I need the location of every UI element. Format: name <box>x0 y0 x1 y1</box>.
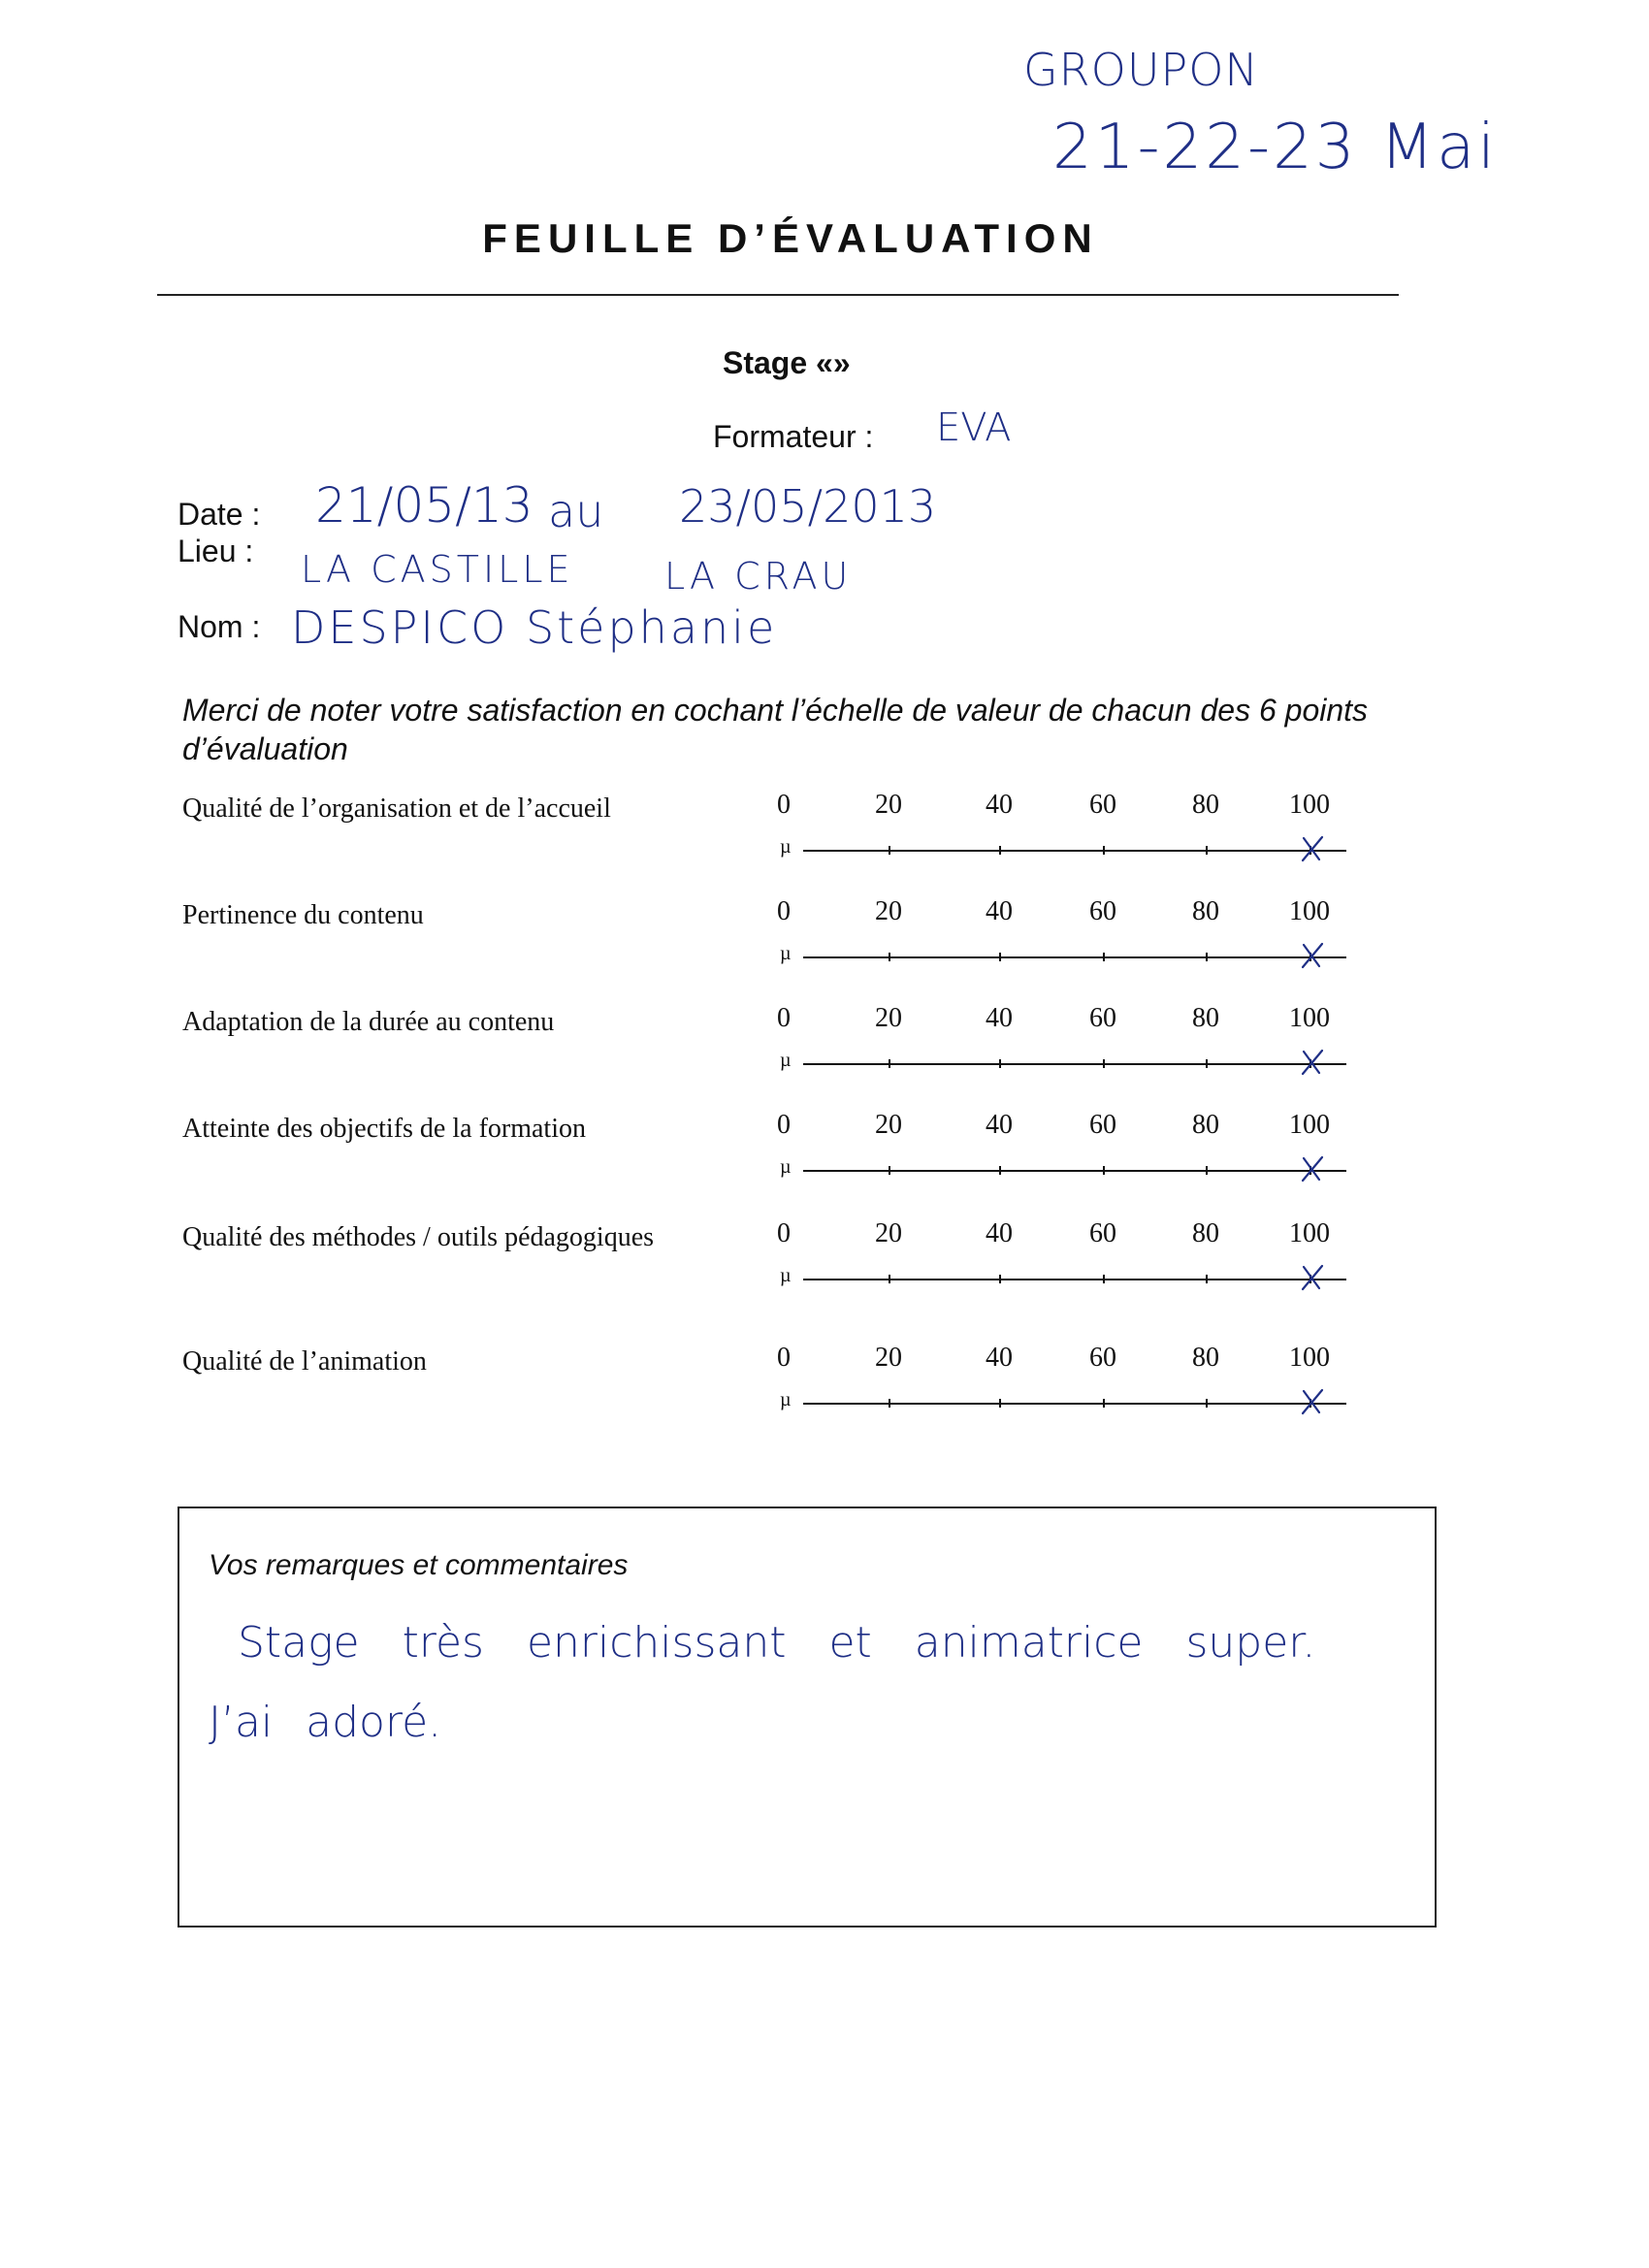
scale-tick <box>999 953 1001 961</box>
rating-mark-x-icon[interactable] <box>1298 1263 1327 1292</box>
criterion-label: Atteinte des objectifs de la formation <box>182 1114 586 1144</box>
scale-tick <box>999 846 1001 855</box>
scale-tick <box>889 1275 890 1283</box>
scale-tick-label: 40 <box>986 1003 1013 1033</box>
scale-tick-label: 80 <box>1192 1343 1219 1373</box>
page-title: FEUILLE D’ÉVALUATION <box>482 215 1099 261</box>
scale-tick <box>1103 953 1105 961</box>
scale-tick-label: 60 <box>1089 1110 1116 1140</box>
comment-line-2[interactable]: J’ai adoré. <box>209 1698 442 1747</box>
scale-tick-label: 80 <box>1192 896 1219 926</box>
handwritten-company-note: GROUPON <box>1023 44 1259 96</box>
scale-tick-label: 20 <box>875 1218 902 1248</box>
scale-tick <box>999 1399 1001 1408</box>
rating-scale-line[interactable] <box>803 1279 1346 1280</box>
scale-tick-label: 100 <box>1289 1003 1330 1033</box>
formateur-label: Formateur : <box>713 419 874 454</box>
rating-mark-x-icon[interactable] <box>1298 834 1327 863</box>
scale-tick-label: 100 <box>1289 896 1330 926</box>
scale-tick-label: 100 <box>1289 1110 1330 1140</box>
scale-origin-symbol: µ <box>780 943 792 964</box>
scale-tick-label: 60 <box>1089 790 1116 820</box>
scale-tick <box>1206 1166 1208 1175</box>
scale-tick-label: 20 <box>875 1343 902 1373</box>
lieu-value-town[interactable]: LA CRAU <box>664 555 853 598</box>
formateur-value[interactable]: EVA <box>936 405 1012 450</box>
scale-tick <box>999 1059 1001 1068</box>
scale-tick-label: 60 <box>1089 1003 1116 1033</box>
scale-origin-symbol: µ <box>780 836 792 858</box>
lieu-value-venue[interactable]: LA CASTILLE <box>301 548 574 591</box>
scale-tick-label: 60 <box>1089 1343 1116 1373</box>
scale-tick-label: 0 <box>777 896 791 926</box>
title-divider <box>157 294 1399 296</box>
comments-title: Vos remarques et commentaires <box>209 1549 629 1581</box>
date-to-value[interactable]: 23/05/2013 <box>679 480 937 533</box>
comment-line-1[interactable]: Stage très enrichissant et animatrice super. <box>238 1618 1316 1668</box>
scale-origin-symbol: µ <box>780 1265 792 1286</box>
rating-scale-line[interactable] <box>803 1170 1346 1172</box>
rating-mark-x-icon[interactable] <box>1298 1048 1327 1077</box>
scale-tick-label: 40 <box>986 896 1013 926</box>
scale-tick-label: 0 <box>777 1110 791 1140</box>
scale-tick-label: 40 <box>986 1343 1013 1373</box>
scale-tick <box>1103 1275 1105 1283</box>
scale-tick-label: 0 <box>777 1218 791 1248</box>
rating-mark-x-icon[interactable] <box>1298 1154 1327 1183</box>
criterion-label: Pertinence du contenu <box>182 900 424 930</box>
scale-tick <box>889 1059 890 1068</box>
rating-scale-line[interactable] <box>803 956 1346 958</box>
scale-tick <box>889 1399 890 1408</box>
date-from-value[interactable]: 21/05/13 <box>315 477 534 534</box>
scale-tick-label: 100 <box>1289 1218 1330 1248</box>
rating-mark-x-icon[interactable] <box>1298 1387 1327 1416</box>
scale-tick-label: 60 <box>1089 1218 1116 1248</box>
scale-tick <box>999 1275 1001 1283</box>
scale-tick-label: 80 <box>1192 1003 1219 1033</box>
scale-tick-label: 100 <box>1289 1343 1330 1373</box>
scale-tick-label: 100 <box>1289 790 1330 820</box>
instructions-text: Merci de noter votre satisfaction en cochant l’échelle de valeur de chacun des 6 points d’évaluation <box>182 693 1369 766</box>
criterion-label: Qualité de l’organisation et de l’accueil <box>182 794 611 824</box>
scale-tick <box>1206 1059 1208 1068</box>
scale-tick-label: 40 <box>986 1218 1013 1248</box>
scale-origin-symbol: µ <box>780 1389 792 1410</box>
scale-tick <box>889 1166 890 1175</box>
scale-tick-label: 80 <box>1192 1110 1219 1140</box>
scale-tick-label: 60 <box>1089 896 1116 926</box>
scale-tick <box>1103 846 1105 855</box>
scale-tick-label: 0 <box>777 790 791 820</box>
scale-tick <box>889 846 890 855</box>
rating-mark-x-icon[interactable] <box>1298 941 1327 970</box>
scale-origin-symbol: µ <box>780 1156 792 1178</box>
scale-tick <box>1103 1059 1105 1068</box>
scale-origin-symbol: µ <box>780 1050 792 1071</box>
scale-tick <box>999 1166 1001 1175</box>
scale-tick-label: 80 <box>1192 1218 1219 1248</box>
handwritten-dates-note: 21-22-23 Mai <box>1052 112 1499 183</box>
nom-label: Nom : <box>178 609 261 644</box>
rating-scale-line[interactable] <box>803 850 1346 852</box>
rating-scale-line[interactable] <box>803 1063 1346 1065</box>
stage-label: Stage «» <box>723 345 851 380</box>
scale-tick-label: 20 <box>875 790 902 820</box>
scale-tick-label: 20 <box>875 896 902 926</box>
scale-tick <box>1206 846 1208 855</box>
rating-scale-line[interactable] <box>803 1403 1346 1405</box>
scale-tick-label: 0 <box>777 1343 791 1373</box>
criterion-label: Qualité de l’animation <box>182 1346 427 1377</box>
scale-tick-label: 20 <box>875 1110 902 1140</box>
criterion-label: Qualité des méthodes / outils pédagogiques <box>182 1222 655 1252</box>
scale-tick-label: 0 <box>777 1003 791 1033</box>
scale-tick <box>1206 953 1208 961</box>
scale-tick-label: 80 <box>1192 790 1219 820</box>
scale-tick <box>1103 1399 1105 1408</box>
scale-tick <box>1103 1166 1105 1175</box>
scale-tick <box>889 953 890 961</box>
scale-tick-label: 20 <box>875 1003 902 1033</box>
lieu-label: Lieu : <box>178 534 254 568</box>
date-separator: au <box>548 485 604 537</box>
scale-tick-label: 40 <box>986 790 1013 820</box>
scale-tick-label: 40 <box>986 1110 1013 1140</box>
scale-tick <box>1206 1399 1208 1408</box>
scale-tick <box>1206 1275 1208 1283</box>
nom-value[interactable]: DESPICO Stéphanie <box>291 601 778 654</box>
criterion-label: Adaptation de la durée au contenu <box>182 1007 555 1037</box>
date-label: Date : <box>178 497 261 532</box>
